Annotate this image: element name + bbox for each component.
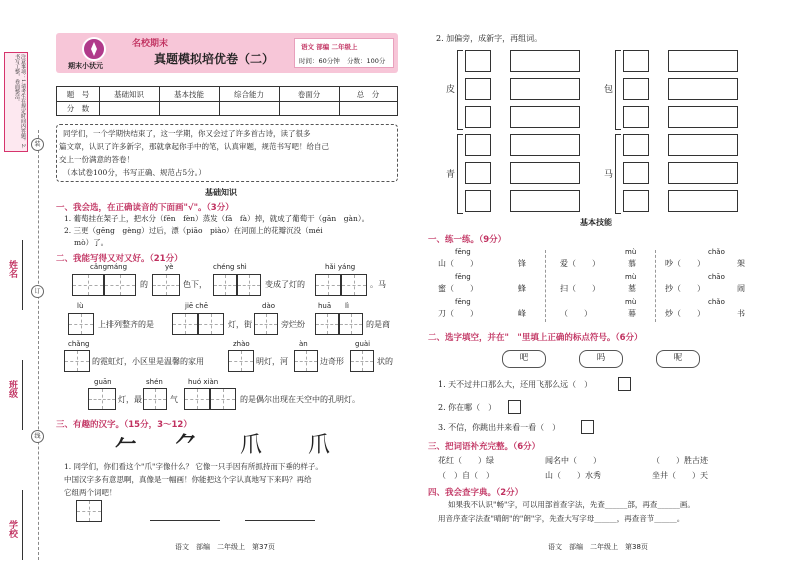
pinyin: mù [625,248,637,256]
pinyin: cǎngmáng [90,263,128,271]
answer-box[interactable] [623,162,649,184]
choice-bubble[interactable]: 吧 [502,350,546,368]
answer-box[interactable] [465,50,491,72]
answer-box[interactable] [668,162,738,184]
pinyin: chǎng [68,340,90,348]
section-title: 基础知识 [205,188,237,197]
writing-box[interactable] [198,313,224,335]
question-text: 1. 同学们，你们看这个"爪"字像什么？ 它像一只手因有所抓持而下垂的样子。 [64,462,323,471]
school-line[interactable] [22,490,23,560]
name-line[interactable] [22,240,23,310]
question-text: 边奇形 [320,357,344,366]
logo-icon [82,37,106,61]
column-divider [655,250,656,322]
intro-box [56,124,398,182]
writing-box[interactable] [88,388,116,410]
brand-bottom: 期末小状元 [68,62,103,70]
writing-box[interactable] [172,313,198,335]
answer-blank[interactable] [245,512,315,521]
writing-box[interactable] [76,500,102,522]
writing-box[interactable] [315,274,341,296]
match-item[interactable]: （ ） [560,309,592,318]
match-item[interactable]: 峰 [518,309,526,318]
question-text: 中国汉字多有意思啊，真像是一幅画！你能把这个字认真地写下来吗？再给 [64,475,312,484]
question-text: 的是偶尔出现在天空中的孔明灯。 [240,395,360,404]
question-text: 1. 天不过井口那么大，还用飞那么远（ ） [438,380,593,389]
radical-char: 皮 [446,85,456,95]
pinyin: chāo [708,273,725,281]
question-text: 状的 [377,357,393,366]
pinyin: fēng [455,298,471,306]
question-text: 1. 葡萄挂在架子上，把水分（fēn fèn）蒸发（fā fà）掉，就成了葡萄干（gān gàn）。 [64,214,370,223]
radical-char: 青 [446,170,456,180]
question-text: 的 [140,280,148,289]
punctuation-box[interactable] [618,377,631,391]
question-text: 3. 不信，你跳出井来看一看（ ） [438,423,561,432]
match-item[interactable]: 吵（ ） [665,259,705,268]
answer-box[interactable] [465,190,491,212]
radical-char: 马 [604,170,614,180]
choice-bubble[interactable]: 呢 [656,350,700,368]
intro-line: 篇文章，认识了许多新字，那就拿起你手中的笔，认真审题，规范书写吧！给自己 [59,142,329,151]
answer-box[interactable] [510,162,580,184]
pinyin: yè [165,263,174,271]
question-text: 灯，街 [228,320,252,329]
question-title: 三、把词语补充完整。（6分） [428,442,541,452]
sidebar-label-name: 姓名 [7,260,17,278]
pinyin: hǎi yáng [325,263,356,271]
pinyin: zhào [233,340,250,348]
question-text: 。马 [370,280,386,289]
match-item[interactable]: 墓 [628,284,636,293]
pinyin: jiē chē [185,302,209,310]
page-footer: 语文 部编 二年级上 第37页 [175,543,275,551]
writing-box[interactable] [237,274,261,296]
sidebar [0,30,48,576]
binding-hole: 订 [31,285,44,298]
word-item[interactable]: 花红（ ）绿 [438,456,494,465]
answer-box[interactable] [623,78,649,100]
sidebar-label-class: 班级 [7,380,17,398]
pinyin: huā [318,302,332,310]
radical-bracket [457,134,463,214]
word-item[interactable]: 闻名中（ ） [545,456,601,465]
table-header: 基本技能 [174,90,204,99]
binding-hole: 装 [31,138,44,151]
exam-score: 分数：100分 [347,57,386,65]
answer-box[interactable] [510,106,580,128]
match-item[interactable]: 抄（ ） [665,284,705,293]
answer-box[interactable] [510,190,580,212]
table-header: 卷面分 [297,90,321,99]
answer-box[interactable] [465,162,491,184]
sidebar-label-school: 学校 [7,520,17,538]
question-text: mò）了。 [74,238,109,247]
answer-box[interactable] [668,190,738,212]
answer-box[interactable] [668,106,738,128]
pinyin: fēng [455,248,471,256]
question-text: 灯，最 [118,395,142,404]
pinyin: mù [625,298,637,306]
answer-box[interactable] [510,78,580,100]
intro-line: 同学们，一个学期快结束了，这一学期，你又会过了许多首古诗，读了很多 [63,129,311,138]
choice-bubble[interactable]: 吗 [579,350,623,368]
pinyin: chéng shì [213,263,247,271]
writing-box[interactable] [64,350,90,372]
writing-box[interactable] [104,274,136,296]
match-item[interactable]: 蜂 [518,284,526,293]
pinyin: chǎo [708,248,725,256]
header-banner [56,33,398,73]
binding-hole: 线 [31,430,44,443]
writing-box[interactable] [213,274,237,296]
writing-box[interactable] [294,350,318,372]
pinyin: dào [262,302,276,310]
question-title: 一、我会选，在正确读音的下面画"√"。（3分） [56,203,234,213]
answer-box[interactable] [623,106,649,128]
writing-box[interactable] [315,313,339,335]
question-title: 二、选字填空，并在" "里填上正确的标点符号。（6分） [428,333,643,343]
table-header: 基础知识 [114,90,144,99]
pinyin: chǎo [708,298,725,306]
match-item[interactable]: 幕 [628,309,636,318]
writing-box[interactable] [350,350,374,372]
answer-box[interactable] [465,106,491,128]
word-item[interactable]: （ ）胜古迹 [652,456,708,465]
punctuation-box[interactable] [508,400,521,414]
question-title: 四、我会查字典。（2分） [428,488,524,498]
match-item[interactable]: 慕 [628,259,636,268]
pinyin: lì [345,302,349,310]
punctuation-box[interactable] [581,420,594,434]
answer-box[interactable] [510,50,580,72]
answer-box[interactable] [623,50,649,72]
writing-box[interactable] [184,388,210,410]
answer-box[interactable] [465,134,491,156]
sidebar-notice: 注意事项：1.请考生在规定时间内答题。2.书写工整，卷面整洁。 [4,52,28,152]
pinyin: shén [146,378,163,386]
exam-time: 时间：60分钟 [299,57,340,65]
ancient-glyph-3: 爪 [240,433,263,458]
match-item[interactable]: 扫（ ） [560,284,600,293]
table-header: 总 分 [356,90,380,99]
ancient-glyph-2: ⺈ [175,432,198,458]
answer-box[interactable] [623,134,649,156]
radical-bracket [615,134,621,214]
question-title: 一、练一练。（9分） [428,235,507,245]
writing-box[interactable] [254,313,278,335]
word-item[interactable]: 山（ ）水秀 [545,471,601,480]
intro-line: 交上一份满意的答卷！ [59,155,134,164]
pinyin: guài [355,340,371,348]
writing-box[interactable] [152,274,180,296]
page-footer: 语文 部编 二年级上 第38页 [548,543,648,551]
question-title: 三、有趣的汉字。（15分，3～12） [56,420,192,430]
word-item[interactable]: 坐井（ ）天 [652,471,708,480]
answer-box[interactable] [465,78,491,100]
writing-box[interactable] [72,274,104,296]
match-item[interactable]: 闹 [737,284,745,293]
table-row-label: 分 数 [66,104,90,113]
match-item[interactable]: 爱（ ） [560,259,600,268]
match-item[interactable]: 架 [737,259,745,268]
sidebar-dashed-line [38,130,39,560]
match-item[interactable]: 山（ ） [438,259,478,268]
section-title: 基本技能 [580,218,612,227]
question-text: 色下， [183,280,207,289]
ancient-glyph-1: 𠂉 [115,432,138,458]
question-text: 旁烂纷 [281,320,305,329]
answer-box[interactable] [668,50,738,72]
word-item[interactable]: （ ）自（ ） [438,471,494,480]
match-item[interactable]: 蜜（ ） [438,284,478,293]
class-line[interactable] [22,360,23,430]
question-text: 用音序查字法查"晴朗"的"朗"字，先查大写字母______，再查音节______。 [438,514,685,523]
table-row-label: 题 号 [66,90,90,99]
match-item[interactable]: 锋 [518,259,526,268]
question-text: 如果我不认识"畅"字，可以用部首查字法，先查______部，再查______画。 [448,500,695,509]
pinyin: mù [625,273,637,281]
answer-box[interactable] [510,134,580,156]
answer-blank[interactable] [150,512,220,521]
table-header: 综合能力 [234,90,264,99]
question-text: 的是商 [366,320,390,329]
question-text: 它组两个词吧！ [64,488,117,497]
radical-bracket [615,50,621,130]
writing-box[interactable] [68,313,94,335]
question-text: 明灯，河 [256,357,288,366]
question-text: 2. 三更（gēng gèng）过后，漂（piāo piào）在河面上的花瓣沉没（méi [64,226,323,235]
question-text: 2. 加偏旁，成新字，再组词。 [436,34,543,43]
pinyin: fēng [455,273,471,281]
brand-top: 名校期末 [132,39,169,49]
match-item[interactable]: 刀（ ） [438,309,478,318]
pinyin: àn [299,340,308,348]
match-item[interactable]: 书 [737,309,745,318]
pinyin: guān [94,378,112,386]
pinyin: huó xiàn [188,378,219,386]
radical-bracket [457,50,463,130]
answer-box[interactable] [623,190,649,212]
intro-line: （本试卷100分，书写正确、规范占5分。） [63,168,206,177]
question-text: 的霓虹灯，小区里是温馨的家用 [92,357,204,366]
writing-box[interactable] [339,313,363,335]
question-text: 2. 你在哪（ ） [438,403,497,412]
header-info-box [294,38,394,68]
writing-box[interactable] [143,388,167,410]
question-text: 变成了灯的 [265,280,305,289]
writing-box[interactable] [210,388,236,410]
writing-box[interactable] [228,350,254,372]
ancient-glyph-4: 爪 [308,433,331,458]
column-divider [545,250,546,322]
subject-line: 语文 部编 二年级上 [301,43,358,51]
question-title: 二、我能写得又对又好。（21分） [56,254,183,264]
page-title: 真题模拟培优卷（二） [154,52,275,66]
match-item[interactable]: 炒（ ） [665,309,705,318]
score-table [56,86,398,116]
question-text: 气 [170,395,178,404]
writing-box[interactable] [341,274,367,296]
pinyin: lù [77,302,84,310]
answer-box[interactable] [668,134,738,156]
radical-char: 包 [604,85,614,95]
answer-box[interactable] [668,78,738,100]
question-text: 上排列整齐的是 [98,320,154,329]
